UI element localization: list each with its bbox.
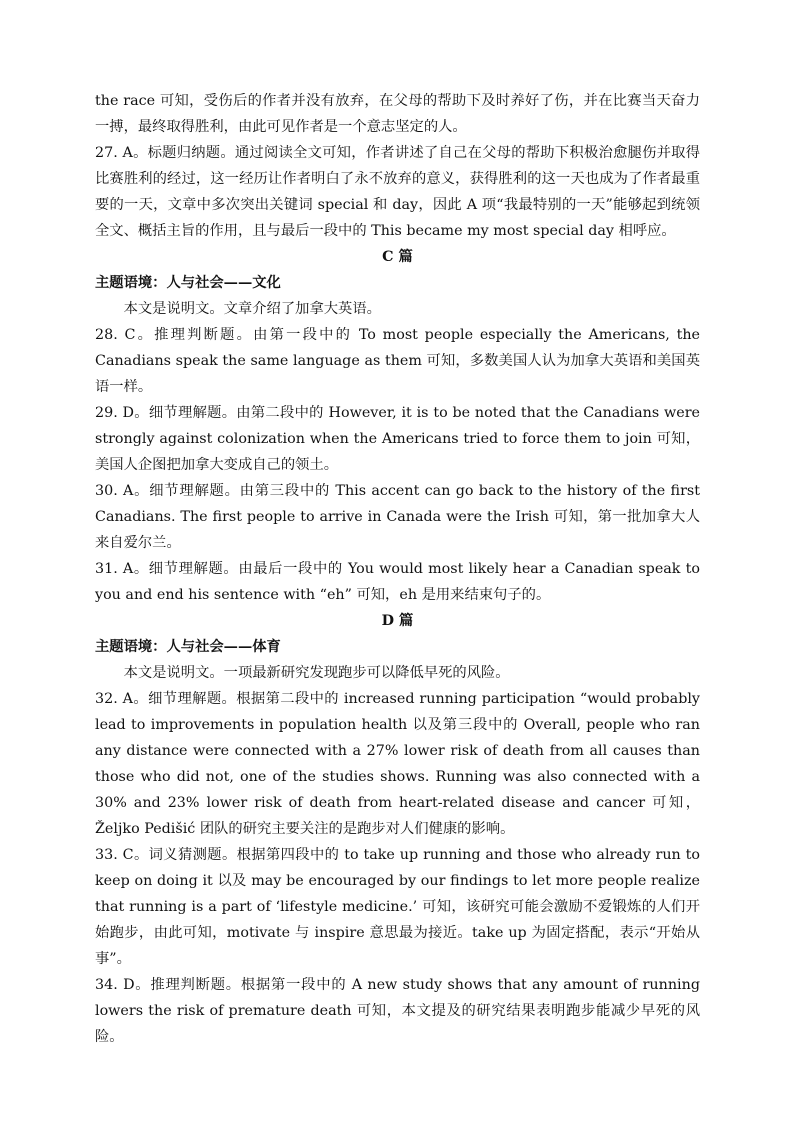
q28: 28. C。推理判断题。由第一段中的 To most people especially the Americans, the Canadians speak the same language as them 可知，多数美国人认为加拿大英语和美国英语一样。 <box>95 327 700 395</box>
q33: 33. C。词义猜测题。根据第四段中的 to take up running and those who already run to keep on doing it 以及 may be encouraged by our findings to let more people realize that running is a part of ‘lifestyle medicine.’ 可知，该研究可能会激励不爱锻炼的人们开始跑步，由此可知，motivate 与 inspire 意思最为接近。take up 为固定搭配，表示“开始从事”。 <box>95 847 700 967</box>
section-c-theme: 主题语境：人与社会——文化 <box>95 275 281 291</box>
section-d-theme: 主题语境：人与社会——体育 <box>95 639 281 655</box>
answer-key-page <box>95 88 700 1050</box>
section-c-heading: C 篇 <box>382 249 413 265</box>
section-d-intro: 本文是说明文。一项最新研究发现跑步可以降低早死的风险。 <box>123 665 510 681</box>
q30: 30. A。细节理解题。由第三段中的 This accent can go back to the history of the first Canadians. The first people to arrive in Canada were the Irish 可知，第一批加拿大人来自爱尔兰。 <box>95 483 700 551</box>
q27: 27. A。标题归纳题。通过阅读全文可知，作者讲述了自己在父母的帮助下积极治愈腿伤并取得比赛胜利的经过，这一经历让作者明白了永不放弃的意义，获得胜利的这一天也成为了作者最重要的一天，文章中多次突出关键词 special 和 day，因此 A 项“我最特别的一天”能够起到统领全文、概括主旨的作用，且与最后一段中的 This became my most special day 相呼应。 <box>95 145 700 239</box>
section-d-heading: D 篇 <box>381 613 414 629</box>
q29: 29. D。细节理解题。由第二段中的 However, it is to be noted that the Canadians were strongly against colonization when the Americans tried to force them to join 可知，美国人企图把加拿大变成自己的领土。 <box>95 405 700 473</box>
q26-tail: the race 可知，受伤后的作者并没有放弃，在父母的帮助下及时养好了伤，并在比赛当天奋力一搏，最终取得胜利，由此可见作者是一个意志坚定的人。 <box>95 93 700 135</box>
section-c-intro: 本文是说明文。文章介绍了加拿大英语。 <box>123 301 381 317</box>
q31: 31. A。细节理解题。由最后一段中的 You would most likely hear a Canadian speak to you and end his sentence with “eh” 可知，eh 是用来结束句子的。 <box>95 561 700 603</box>
q32: 32. A。细节理解题。根据第二段中的 increased running participation “would probably lead to improvements in population health 以及第三段中的 Overall, people who ran any distance were connected with a 27% lower risk of death from all causes than those who did not, one of the studies shows. Running was also connected with a 30% and 23% lower risk of death from heart-related disease and cancer 可知，Željko Pedišić 团队的研究主要关注的是跑步对人们健康的影响。 <box>95 691 700 837</box>
q34: 34. D。推理判断题。根据第一段中的 A new study shows that any amount of running lowers the risk of premature death 可知，本文提及的研究结果表明跑步能减少早死的风险。 <box>95 977 700 1045</box>
